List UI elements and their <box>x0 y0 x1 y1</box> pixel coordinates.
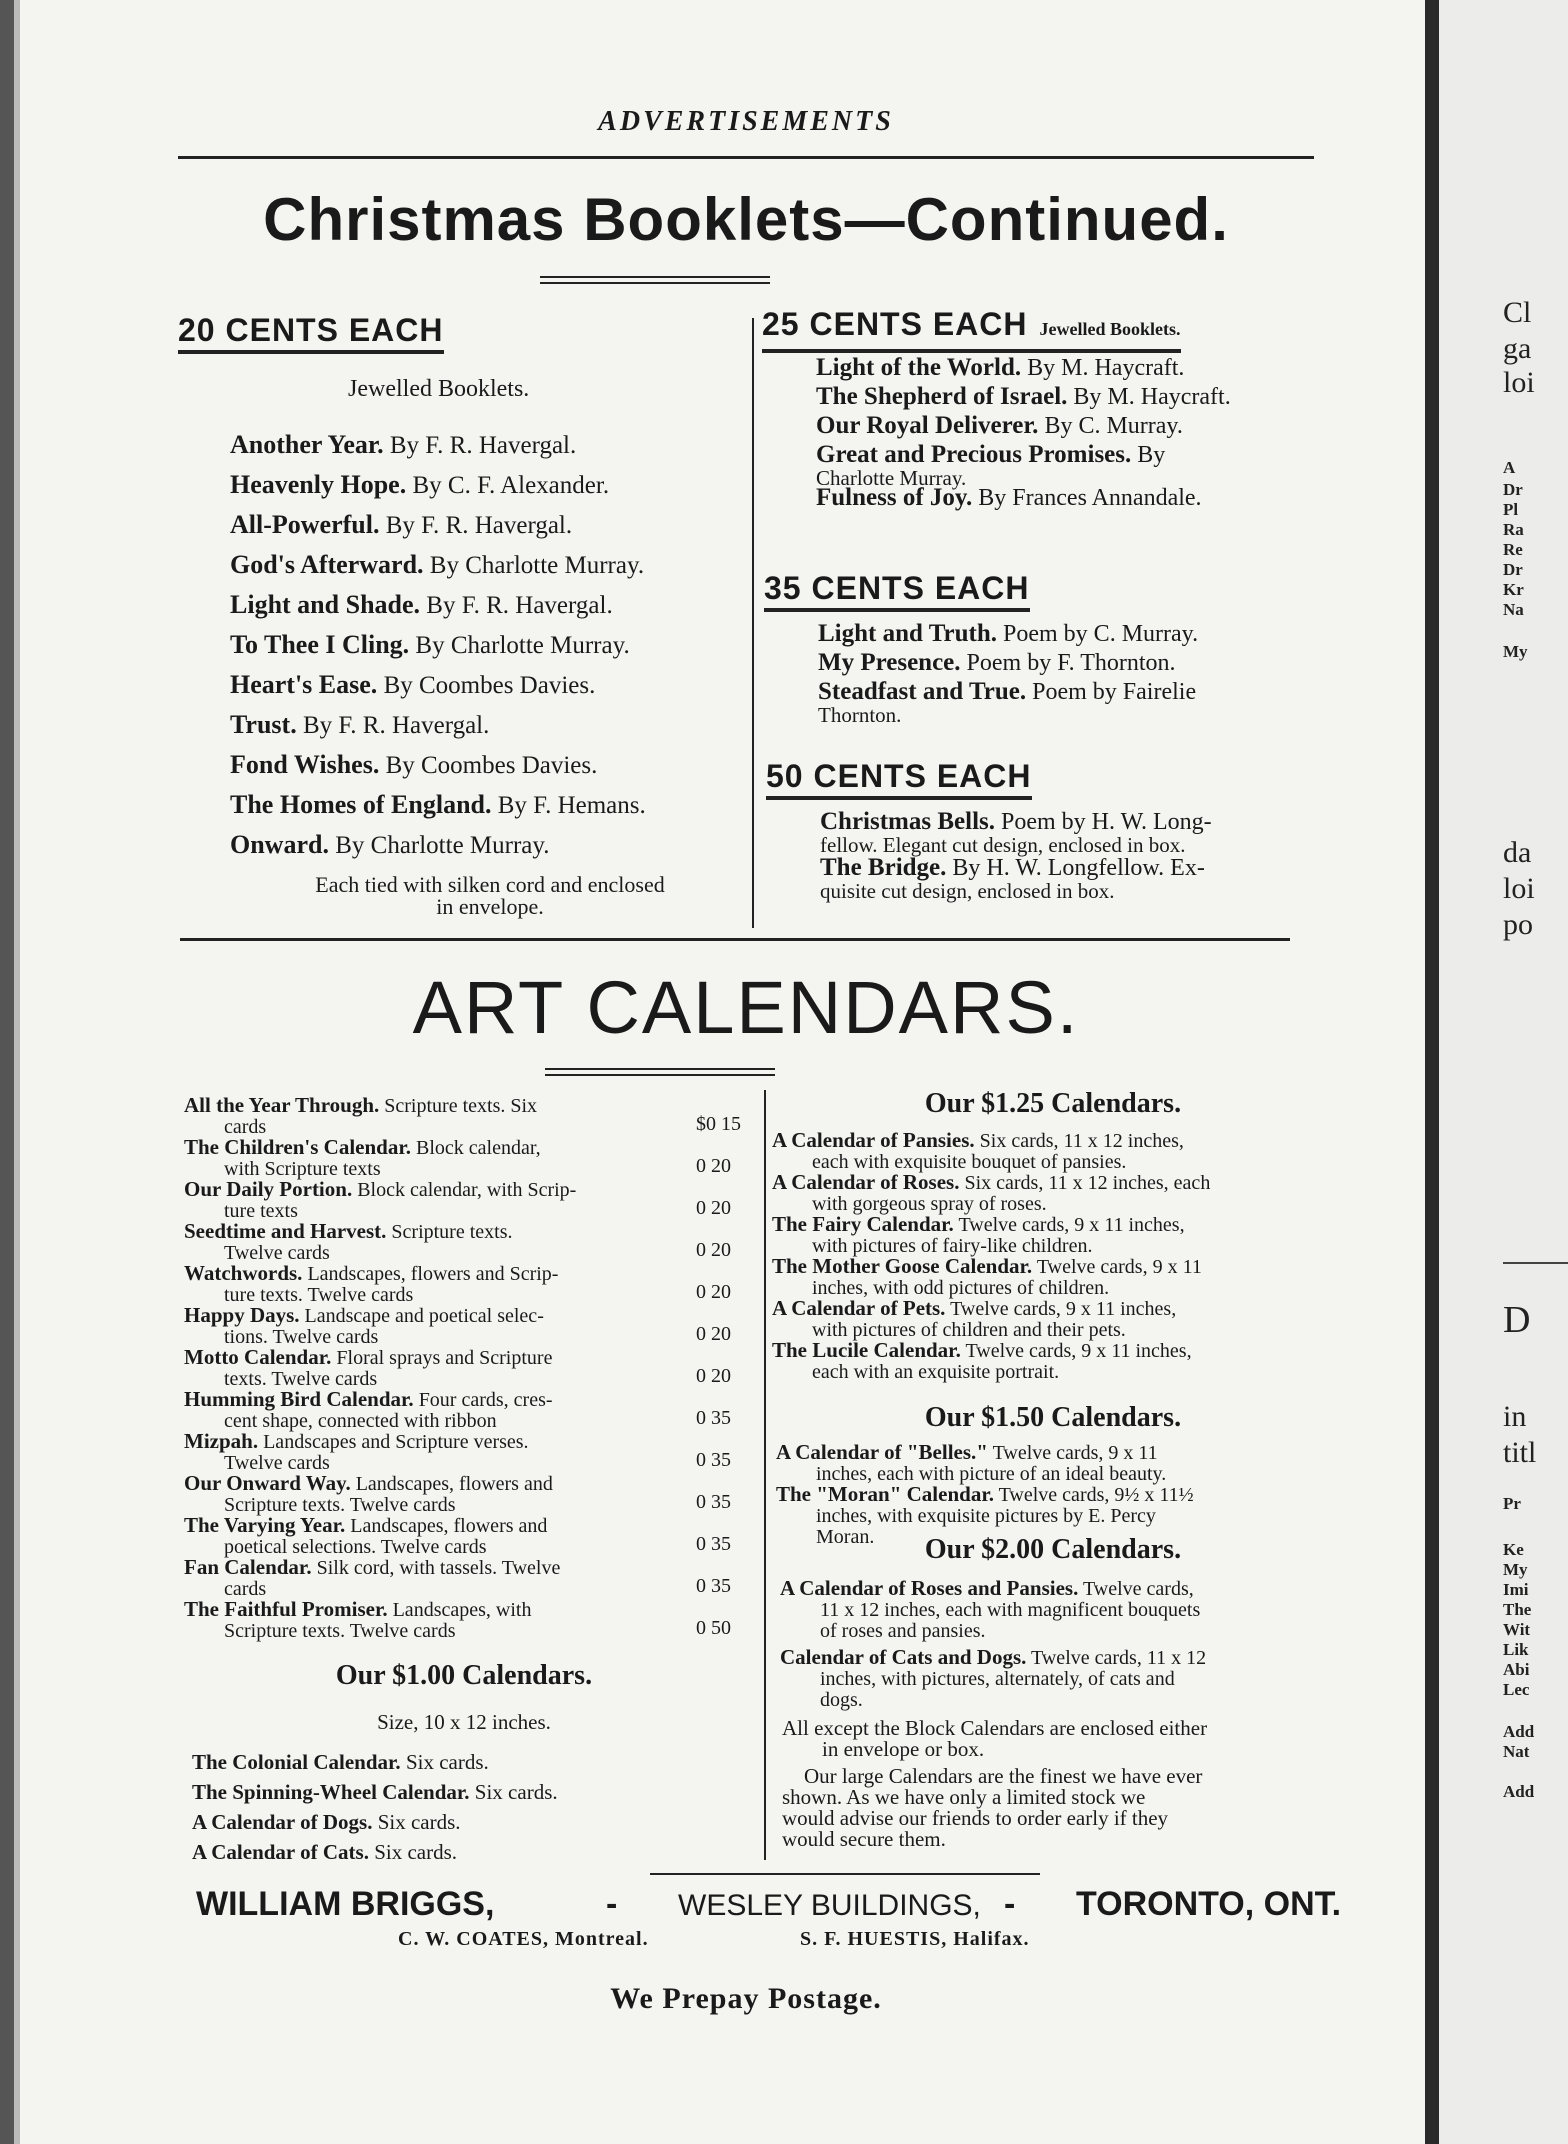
calendar-description-continued: inches, each with picture of an ideal beauty. <box>816 1463 1167 1485</box>
booklet-author: By Coombes Davies. <box>385 752 598 779</box>
calendar-item <box>772 1256 1338 1299</box>
agent-halifax: S. F. HUESTIS, Halifax. <box>800 1928 1030 1950</box>
calendar-description: Scripture texts. <box>391 1221 513 1243</box>
booklet-title: Heart's Ease. <box>230 670 378 699</box>
booklet-title: Steadfast and True. <box>818 678 1027 705</box>
calendar-item <box>184 1389 704 1432</box>
calendar-item <box>780 1578 1346 1642</box>
calendar-description-continued: poetical selections. Twelve cards <box>224 1536 487 1558</box>
calendar-title: A Calendar of Roses. <box>772 1170 960 1194</box>
booklet-author: By H. W. Longfellow. Ex- <box>952 855 1205 881</box>
calendar-item <box>184 1473 704 1516</box>
calendar-description: Landscapes, flowers and <box>355 1473 553 1495</box>
calendar-description-continued: 11 x 12 inches, each with magnificent bouquets <box>820 1599 1201 1621</box>
np-line: in <box>1503 1400 1527 1433</box>
calendar-description-continued: inches, with pictures, alternately, of cats and <box>820 1668 1175 1690</box>
calendar-title: A Calendar of Dogs. <box>192 1810 373 1834</box>
calendars-title: ART CALENDARS. <box>412 966 1080 1049</box>
calendar-title: A Calendar of "Belles." <box>776 1440 988 1464</box>
np-small: Pl <box>1503 500 1519 519</box>
booklet-item <box>230 590 613 620</box>
booklet-item <box>230 750 597 780</box>
calendar-item <box>772 1130 1338 1173</box>
calendar-description: Landscape and poetical selec- <box>304 1305 544 1327</box>
booklet-author: By <box>1137 442 1166 468</box>
page-edge <box>0 0 14 2144</box>
booklet-item <box>230 830 550 860</box>
booklet-title: To Thee I Cling. <box>230 630 410 659</box>
section-50-cents: 50 CENTS EACH <box>766 758 1032 800</box>
np-small: My <box>1503 642 1528 661</box>
publisher-city: TORONTO, ONT. <box>1076 1885 1342 1923</box>
calendar-item <box>184 1137 704 1180</box>
np-small: Na <box>1503 600 1524 619</box>
footer-dash-2: - <box>1004 1885 1016 1923</box>
calendar-title: Calendar of Cats and Dogs. <box>780 1645 1027 1669</box>
booklet-item <box>230 790 646 820</box>
booklet-author: By M. Haycraft. <box>1027 355 1185 381</box>
prepay-postage: We Prepay Postage. <box>610 1982 882 2015</box>
np-line: loi <box>1503 872 1535 905</box>
calendar-title: Our Onward Way. <box>184 1471 351 1495</box>
booklet-title: The Homes of England. <box>230 790 492 819</box>
enclosure-note-line2: in envelope or box. <box>822 1737 985 1761</box>
calendar-price: 0 20 <box>696 1197 731 1219</box>
booklet-author: Poem by H. W. Long- <box>1001 809 1212 835</box>
calendar-item <box>776 1442 1342 1485</box>
calendar-title: A Calendar of Cats. <box>192 1840 369 1864</box>
calendar-description: Twelve cards, 9½ x 11½ <box>998 1484 1194 1506</box>
np-small: Wit <box>1503 1620 1531 1639</box>
np-line: D <box>1503 1299 1531 1341</box>
calendar-description: Block calendar, with Scrip- <box>357 1179 577 1201</box>
calendar-price: 0 35 <box>696 1491 731 1513</box>
booklet-author: Poem by C. Murray. <box>1003 621 1199 647</box>
np-small: Lik <box>1503 1640 1529 1659</box>
calendar-price: 0 20 <box>696 1323 731 1345</box>
calendar-title: Our Daily Portion. <box>184 1177 353 1201</box>
booklet-title: Onward. <box>230 830 329 859</box>
booklet-title: The Bridge. <box>820 854 947 881</box>
running-header: ADVERTISEMENTS <box>598 106 894 137</box>
np-small: Ra <box>1503 520 1524 539</box>
booklet-title: Another Year. <box>230 430 384 459</box>
stock-note-line3: would advise our friends to order early if they <box>782 1806 1169 1830</box>
calendar-title: The Faithful Promiser. <box>184 1597 388 1621</box>
calendar-item <box>780 1647 1346 1711</box>
section-20-sub: Jewelled Booklets. <box>348 376 530 402</box>
calendar-description-continued: each with exquisite bouquet of pansies. <box>812 1151 1127 1173</box>
booklet-author: By C. Murray. <box>1044 413 1183 439</box>
calendar-title: A Calendar of Roses and Pansies. <box>780 1576 1079 1600</box>
calendar-description: Landscapes, flowers and Scrip- <box>307 1263 559 1285</box>
calendar-description-continued: with pictures of children and their pets. <box>812 1319 1126 1341</box>
header-rule <box>178 156 1314 159</box>
calendar-description: Scripture texts. Six <box>384 1095 538 1117</box>
np-small: Re <box>1503 540 1523 559</box>
booklet-author: Poem by F. Thornton. <box>966 650 1176 676</box>
calendar-title: The Spinning-Wheel Calendar. <box>192 1780 470 1804</box>
np-line: titl <box>1503 1436 1537 1469</box>
calendar-price: 0 20 <box>696 1155 731 1177</box>
heading-1-00-calendars: Our $1.00 Calendars. <box>335 1660 593 1691</box>
footer-rule <box>650 1873 1040 1875</box>
book-spine <box>1425 0 1439 2144</box>
calendar-description: Six cards. <box>374 1840 458 1864</box>
calendar-description-continued: texts. Twelve cards <box>224 1368 378 1390</box>
calendar-title: The Children's Calendar. <box>184 1135 411 1159</box>
booklet-item <box>818 620 1198 648</box>
calendar-description-continued: with gorgeous spray of roses. <box>812 1193 1047 1215</box>
calendar-item <box>184 1095 704 1138</box>
booklet-title: Fulness of Joy. <box>816 484 973 511</box>
booklet-author: By F. R. Havergal. <box>385 512 573 539</box>
calendar-price: 0 20 <box>696 1239 731 1261</box>
booklet-item <box>816 383 1231 411</box>
calendar-title: The Colonial Calendar. <box>192 1750 401 1774</box>
booklet-author: By Frances Annandale. <box>978 485 1202 511</box>
calendar-item <box>184 1557 704 1600</box>
calendar-item <box>184 1599 704 1642</box>
np-small: Add <box>1503 1722 1535 1741</box>
np-small: Dr <box>1503 560 1523 579</box>
booklet-item <box>230 630 630 660</box>
calendar-description-continued: with Scripture texts <box>224 1158 381 1180</box>
calendar-description: Six cards. <box>474 1780 558 1804</box>
stock-note-line1: Our large Calendars are the finest we have ever <box>804 1764 1203 1788</box>
calendar-item <box>184 1179 704 1222</box>
calendar-description-continued: ture texts <box>224 1200 298 1222</box>
booklet-item <box>816 354 1184 382</box>
calendar-title: Mizpah. <box>184 1429 259 1453</box>
booklet-item <box>818 649 1176 677</box>
enclosure-note-line1: All except the Block Calendars are enclosed either <box>782 1716 1208 1740</box>
section-20-cents: 20 CENTS EACH <box>178 312 444 354</box>
booklet-title: Our Royal Deliverer. <box>816 412 1039 439</box>
size-note: Size, 10 x 12 inches. <box>377 1710 551 1734</box>
booklet-author-continued: Thornton. <box>818 703 902 727</box>
calendar-description-continued: of roses and pansies. <box>820 1620 986 1642</box>
stock-note-line2: shown. As we have only a limited stock we <box>782 1785 1146 1809</box>
booklets-column-divider <box>752 318 754 928</box>
calendar-title: The Fairy Calendar. <box>772 1212 954 1236</box>
booklets-title: Christmas Booklets—Continued. <box>263 186 1229 253</box>
calendar-title: The Mother Goose Calendar. <box>772 1254 1033 1278</box>
section-20-note-line1: Each tied with silken cord and enclosed <box>315 872 665 897</box>
booklet-item <box>820 854 1205 903</box>
booklet-item <box>230 670 595 700</box>
np-line: loi <box>1503 366 1535 399</box>
booklet-author: By M. Haycraft. <box>1073 384 1231 410</box>
section-20-note <box>230 874 750 918</box>
calendar-title: Happy Days. <box>184 1303 300 1327</box>
booklet-author: Poem by Fairelie <box>1032 679 1197 705</box>
np-small: Pr <box>1503 1494 1521 1513</box>
section-35-cents: 35 CENTS EACH <box>764 570 1030 612</box>
np-small: Imi <box>1503 1580 1529 1599</box>
calendar-item <box>184 1221 704 1264</box>
stock-note <box>782 1766 1348 1850</box>
section-25-cents <box>762 306 1181 353</box>
booklet-title: My Presence. <box>818 649 961 676</box>
calendar-title: Motto Calendar. <box>184 1345 332 1369</box>
booklet-title: God's Afterward. <box>230 550 424 579</box>
np-small: Dr <box>1503 480 1523 499</box>
booklet-item <box>230 510 572 540</box>
booklet-title: Heavenly Hope. <box>230 470 407 499</box>
np-line: po <box>1503 908 1533 941</box>
calendar-item <box>772 1298 1338 1341</box>
calendar-price: $0 15 <box>696 1113 741 1135</box>
calendar-title: A Calendar of Pets. <box>772 1296 946 1320</box>
calendar-description: Six cards. <box>405 1750 489 1774</box>
calendar-item <box>192 1782 558 1803</box>
calendar-description: Six cards, 11 x 12 inches, each <box>964 1172 1211 1194</box>
booklet-author: By F. R. Havergal. <box>302 712 490 739</box>
calendar-description-continued: Moran. <box>816 1526 875 1548</box>
calendar-title: Seedtime and Harvest. <box>184 1219 387 1243</box>
calendar-description: Twelve cards, 9 x 11 inches, <box>965 1340 1192 1362</box>
calendar-description-continued: with pictures of fairy-like children. <box>812 1235 1093 1257</box>
booklet-item <box>816 412 1183 440</box>
np-small: The <box>1503 1600 1532 1619</box>
calendar-title: Watchwords. <box>184 1261 303 1285</box>
calendar-price: 0 35 <box>696 1575 731 1597</box>
calendar-description: Landscapes, flowers and <box>350 1515 548 1537</box>
booklet-author: By F. Hemans. <box>497 792 646 819</box>
calendar-description: Twelve cards, 11 x 12 <box>1031 1647 1207 1669</box>
calendars-column-divider <box>764 1090 766 1860</box>
calendar-title: The Lucile Calendar. <box>772 1338 961 1362</box>
calendar-price: 0 50 <box>696 1617 731 1639</box>
np-small: Ke <box>1503 1540 1524 1559</box>
booklet-title: Fond Wishes. <box>230 750 380 779</box>
calendar-description-continued: Scripture texts. Twelve cards <box>224 1494 456 1516</box>
calendar-item <box>184 1515 704 1558</box>
calendar-title: A Calendar of Pansies. <box>772 1128 975 1152</box>
calendar-item <box>192 1842 457 1863</box>
np-line: da <box>1503 836 1532 869</box>
booklet-author: By C. F. Alexander. <box>412 472 610 499</box>
calendar-title: The "Moran" Calendar. <box>776 1482 994 1506</box>
calendar-title: Humming Bird Calendar. <box>184 1387 414 1411</box>
calendar-item <box>184 1431 704 1474</box>
calendar-item <box>192 1752 489 1773</box>
np-small: Nat <box>1503 1742 1530 1761</box>
title-double-rule <box>540 276 770 284</box>
calendar-description-continued: each with an exquisite portrait. <box>812 1361 1060 1383</box>
calendar-description: Six cards, 11 x 12 inches, <box>979 1130 1184 1152</box>
np-line: ga <box>1503 332 1532 365</box>
booklet-author: By Charlotte Murray. <box>415 632 630 659</box>
calendar-price: 0 20 <box>696 1365 731 1387</box>
calendar-title: The Varying Year. <box>184 1513 346 1537</box>
calendar-description-continued: dogs. <box>820 1689 863 1711</box>
booklet-item <box>816 484 1202 512</box>
calendar-description: Four cards, cres- <box>418 1389 553 1411</box>
facing-page-fragment <box>1439 0 1568 2144</box>
booklet-item <box>230 430 576 460</box>
calendar-price: 0 35 <box>696 1533 731 1555</box>
calendar-item <box>772 1172 1338 1215</box>
calendar-description-continued: tions. Twelve cards <box>224 1326 379 1348</box>
np-small: Abi <box>1503 1660 1530 1679</box>
booklet-title: The Shepherd of Israel. <box>816 383 1068 410</box>
calendar-description-continued: cent shape, connected with ribbon <box>224 1410 497 1432</box>
calendar-item <box>192 1812 461 1833</box>
booklet-item <box>230 710 489 740</box>
booklet-item <box>816 441 1166 490</box>
footer-dash-1: - <box>606 1885 618 1923</box>
calendar-description-continued: Twelve cards <box>224 1242 330 1264</box>
calendar-description: Six cards. <box>377 1810 461 1834</box>
calendar-title: Fan Calendar. <box>184 1555 312 1579</box>
np-small: Add <box>1503 1782 1535 1801</box>
calendar-item <box>772 1340 1338 1383</box>
booklet-title: Light and Truth. <box>818 620 998 647</box>
calendar-description-continued: Twelve cards <box>224 1452 330 1474</box>
booklet-item <box>820 808 1212 857</box>
booklet-author-continued: quisite cut design, enclosed in box. <box>820 879 1115 903</box>
calendar-item <box>184 1263 704 1306</box>
calendar-description: Twelve cards, 9 x 11 <box>992 1442 1158 1464</box>
section-25-heading: 25 CENTS EACH <box>762 306 1028 342</box>
calendars-double-rule <box>545 1068 775 1076</box>
calendar-description: Twelve cards, <box>1082 1578 1194 1600</box>
calendar-description-continued: Scripture texts. Twelve cards <box>224 1620 456 1642</box>
heading-1-25-calendars: Our $1.25 Calendars. <box>924 1088 1182 1119</box>
calendar-description: Twelve cards, 9 x 11 inches, <box>958 1214 1185 1236</box>
calendar-price: 0 20 <box>696 1281 731 1303</box>
page-edge-shadow <box>14 0 20 2144</box>
calendar-description-continued: cards <box>224 1116 267 1138</box>
booklet-author-continued: Charlotte Murray. <box>816 466 967 490</box>
booklet-author: By Charlotte Murray. <box>429 552 645 579</box>
booklet-author: By F. R. Havergal. <box>389 432 577 459</box>
calendar-description: Landscapes, with <box>392 1599 532 1621</box>
calendar-description: Block calendar, <box>415 1137 541 1159</box>
np-small: Kr <box>1503 580 1524 599</box>
calendar-item <box>772 1214 1338 1257</box>
calendar-item <box>184 1347 704 1390</box>
calendar-title: All the Year Through. <box>184 1093 380 1117</box>
publisher-address: WESLEY BUILDINGS, <box>678 1889 981 1922</box>
booklet-title: Trust. <box>230 710 297 739</box>
booklet-author: By F. R. Havergal. <box>426 592 613 619</box>
booklet-item <box>230 470 609 500</box>
section-divider-rule <box>180 938 1290 941</box>
np-small: Lec <box>1503 1680 1530 1699</box>
calendar-description: Landscapes and Scripture verses. <box>263 1431 529 1453</box>
calendar-description-continued: inches, with odd pictures of children. <box>812 1277 1110 1299</box>
np-small: My <box>1503 1560 1528 1579</box>
np-line: Cl <box>1503 296 1532 329</box>
np-rule <box>1503 1262 1568 1264</box>
booklet-title: Light and Shade. <box>230 590 421 619</box>
np-small: A <box>1503 458 1516 477</box>
heading-2-00-calendars: Our $2.00 Calendars. <box>924 1534 1182 1565</box>
calendar-description: Floral sprays and Scripture <box>336 1347 553 1369</box>
booklet-author: By Charlotte Murray. <box>335 832 550 859</box>
publisher-name: WILLIAM BRIGGS, <box>196 1885 495 1923</box>
calendar-description: Twelve cards, 9 x 11 <box>1036 1256 1202 1278</box>
booklet-item <box>818 678 1197 727</box>
calendar-price: 0 35 <box>696 1407 731 1429</box>
booklet-author-continued: fellow. Elegant cut design, enclosed in box. <box>820 833 1186 857</box>
booklet-title: All-Powerful. <box>230 510 380 539</box>
booklet-title: Christmas Bells. <box>820 808 995 835</box>
calendar-description-continued: inches, with exquisite pictures by E. Percy <box>816 1505 1156 1527</box>
stock-note-line4: would secure them. <box>782 1827 946 1851</box>
calendar-price: 0 35 <box>696 1449 731 1471</box>
booklet-title: Great and Precious Promises. <box>816 441 1132 468</box>
booklet-item <box>230 550 644 580</box>
calendar-description-continued: cards <box>224 1578 267 1600</box>
calendar-description-continued: ture texts. Twelve cards <box>224 1284 414 1306</box>
section-20-note-line2: in envelope. <box>436 894 544 919</box>
booklet-title: Light of the World. <box>816 354 1022 381</box>
heading-1-50-calendars: Our $1.50 Calendars. <box>924 1402 1182 1433</box>
section-25-note: Jewelled Booklets. <box>1039 319 1181 339</box>
calendar-description: Twelve cards, 9 x 11 inches, <box>950 1298 1177 1320</box>
agent-montreal: C. W. COATES, Montreal. <box>398 1928 649 1950</box>
booklet-author: By Coombes Davies. <box>383 672 596 699</box>
enclosure-note <box>782 1718 1348 1760</box>
calendar-description: Silk cord, with tassels. Twelve <box>316 1557 561 1579</box>
calendar-item <box>184 1305 704 1348</box>
